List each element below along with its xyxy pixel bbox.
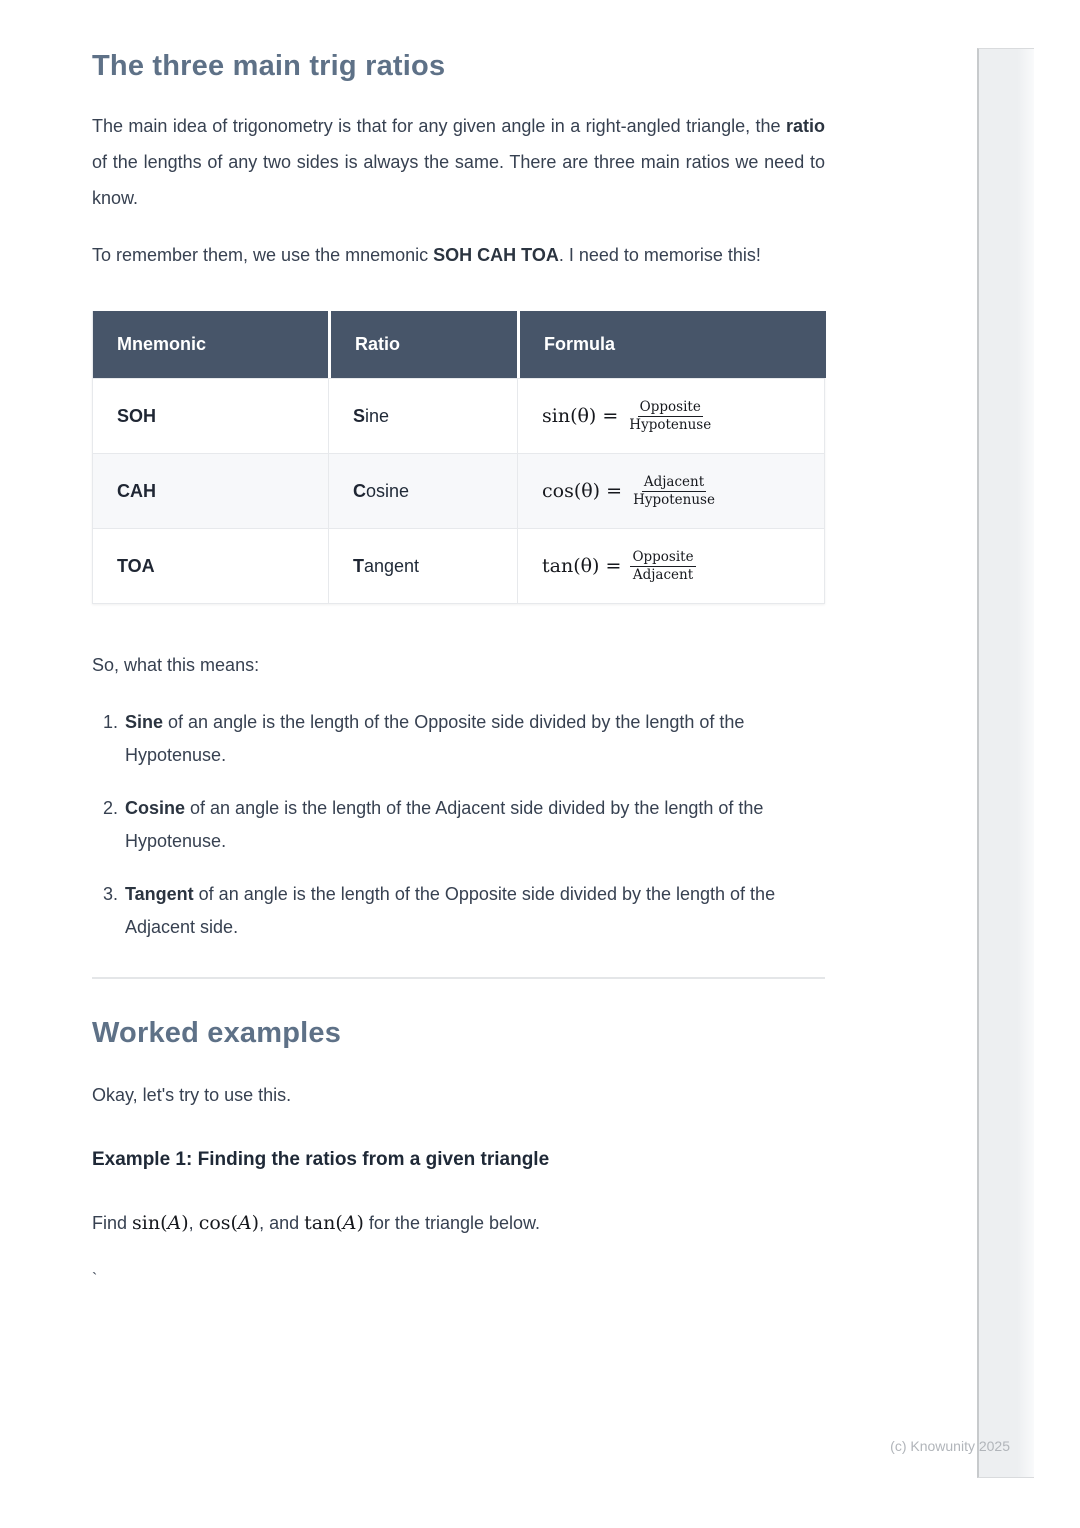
ratio-bold-word: ratio xyxy=(785,116,825,136)
mnemonic-value: TOA xyxy=(117,555,155,576)
list-rest: of an angle is the length of the Opposite side divided by the length of the Adjacent side. xyxy=(125,884,776,937)
mnemonic-paragraph xyxy=(92,237,825,273)
intro-text-2: of the lengths of any two sides is always the same. There are three main ratios we need to know. xyxy=(92,152,825,208)
formula-lhs: tan(θ) = xyxy=(542,555,622,577)
table-row-toa xyxy=(93,528,824,603)
table-header-formula: Formula xyxy=(517,311,826,378)
table-row-cah xyxy=(93,453,824,528)
cosine-formula xyxy=(542,474,717,509)
fraction-denominator: Hypotenuse xyxy=(629,416,712,433)
formula-cell xyxy=(517,379,826,453)
example1-heading: Example 1: Finding the ratios from a given triangle xyxy=(92,1149,550,1170)
ratio-rest: osine xyxy=(366,480,410,501)
list-item-text xyxy=(125,706,825,772)
math-tan-a: tan(A) xyxy=(304,1212,364,1234)
ratio-rest: ine xyxy=(365,405,390,426)
sine-formula xyxy=(542,399,713,434)
heading-three-main-trig-ratios: The three main trig ratios xyxy=(92,50,446,82)
list-number: 2. xyxy=(103,798,119,818)
fraction xyxy=(627,399,713,434)
list-item-sine xyxy=(92,706,825,772)
mnemonic-value: CAH xyxy=(117,480,156,501)
worked-examples-intro: Okay, let's try to use this. xyxy=(92,1085,292,1105)
mnemonic-cell xyxy=(93,529,328,603)
find-sep-1: , xyxy=(188,1213,199,1233)
table-header-ratio: Ratio xyxy=(328,311,517,378)
table-header-mnemonic: Mnemonic xyxy=(93,311,328,378)
math-sin-a: sin(A) xyxy=(132,1212,189,1234)
fraction xyxy=(630,549,695,584)
meaning-intro: So, what this means: xyxy=(92,655,260,675)
mnemonic-text-2: . I need to memorise this! xyxy=(558,245,761,265)
list-rest: of an angle is the length of the Opposite side divided by the length of the Hypotenuse. xyxy=(125,712,745,765)
fraction-numerator: Opposite xyxy=(632,548,694,565)
ratio-cell xyxy=(328,454,517,528)
table-row-soh xyxy=(93,378,824,453)
scrollbar-track[interactable] xyxy=(977,48,1034,1478)
list-number: 1. xyxy=(103,712,119,732)
math-cos-a: cos(A) xyxy=(198,1212,260,1234)
intro-text-1: The main idea of trigonometry is that for any given angle in a right-angled triangle, the xyxy=(92,116,786,136)
find-pre: Find xyxy=(92,1213,133,1233)
ratio-cell xyxy=(328,379,517,453)
formula-cell xyxy=(517,529,826,603)
list-item-text xyxy=(125,878,825,944)
fraction xyxy=(631,474,717,509)
mnemonic-text-1: To remember them, we use the mnemonic xyxy=(92,245,434,265)
find-post: for the triangle below. xyxy=(363,1213,541,1233)
fraction-denominator: Hypotenuse xyxy=(633,491,715,508)
list-item-tangent xyxy=(92,878,825,944)
list-lead-bold: Sine xyxy=(125,712,164,732)
section-divider xyxy=(92,977,825,979)
stray-backtick-mark: ` xyxy=(92,1271,98,1288)
list-lead-bold: Tangent xyxy=(125,884,194,904)
formula-lhs: cos(θ) = xyxy=(542,480,623,502)
fraction-numerator: Adjacent xyxy=(643,473,705,490)
heading-worked-examples: Worked examples xyxy=(92,1017,342,1049)
mnemonic-cell xyxy=(93,454,328,528)
intro-paragraph xyxy=(92,108,825,216)
mnemonic-value: SOH xyxy=(117,405,157,426)
footer-copyright: (c) Knowunity 2025 xyxy=(890,1438,1010,1454)
table-header-row xyxy=(93,311,824,378)
fraction-denominator: Adjacent xyxy=(632,566,694,583)
tangent-formula xyxy=(542,549,696,584)
trig-ratios-table xyxy=(92,311,825,604)
ratio-rest: angent xyxy=(364,555,420,576)
list-rest: of an angle is the length of the Adjacent side divided by the length of the Hypotenuse. xyxy=(125,798,764,851)
ratio-initial: C xyxy=(353,480,366,501)
list-lead-bold: Cosine xyxy=(125,798,186,818)
fraction-numerator: Opposite xyxy=(639,398,701,415)
list-item-cosine xyxy=(92,792,825,858)
formula-lhs: sin(θ) = xyxy=(542,405,619,427)
soh-cah-toa-bold: SOH CAH TOA xyxy=(433,245,559,265)
mnemonic-cell xyxy=(93,379,328,453)
find-ratios-line xyxy=(92,1205,825,1241)
ratio-initial: T xyxy=(353,555,364,576)
formula-cell xyxy=(517,454,826,528)
ratio-initial: S xyxy=(353,405,366,426)
find-sep-2: , and xyxy=(259,1213,305,1233)
list-number: 3. xyxy=(103,884,119,904)
ratio-cell xyxy=(328,529,517,603)
document-content xyxy=(92,0,825,1289)
list-item-text xyxy=(125,792,825,858)
meaning-list xyxy=(92,706,825,944)
